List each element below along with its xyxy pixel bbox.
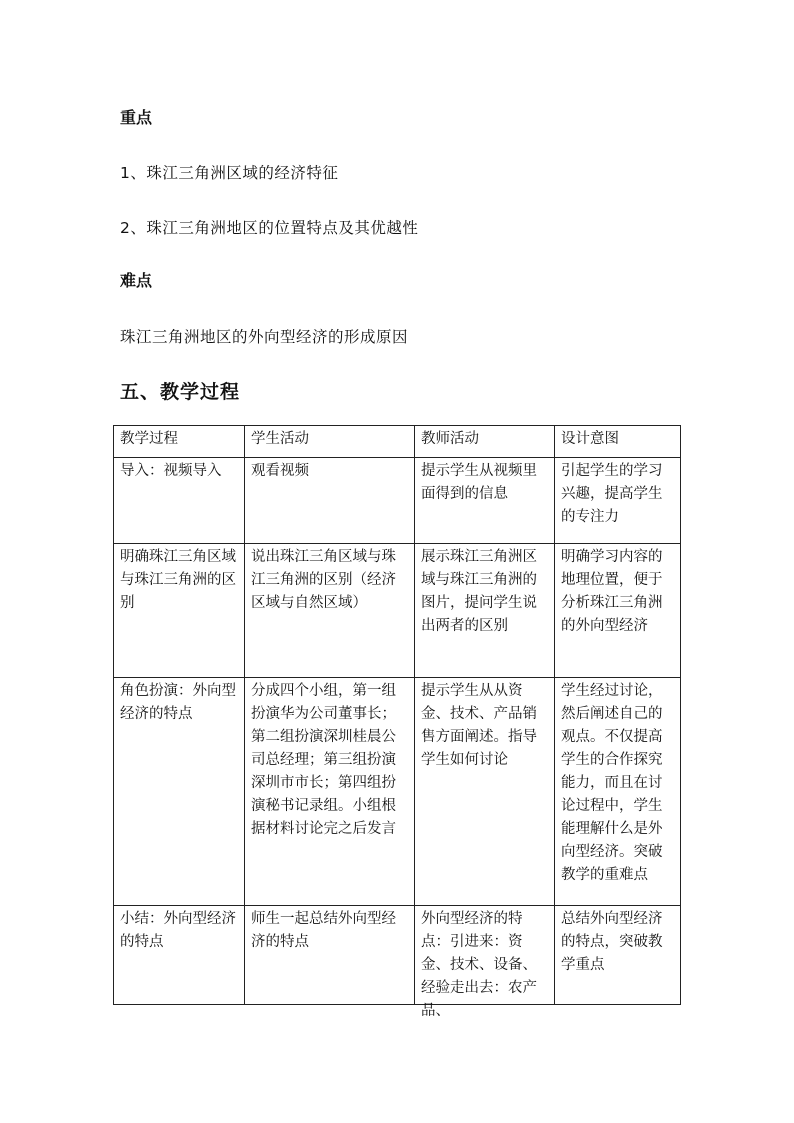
- key-points-heading: 重点: [120, 108, 153, 127]
- table-cell: [555, 906, 681, 1005]
- table-cell: [415, 906, 555, 1019]
- header-teacher-activity: 教师活动: [415, 426, 555, 458]
- difficult-points-heading: 难点: [120, 271, 153, 290]
- table-cell: 提示学生从视频里面得到的信息: [415, 458, 555, 544]
- teaching-process-table: [113, 425, 681, 1019]
- table-cell: 明确学习内容的地理位置，便于分析珠江三角洲的外向型经济: [555, 544, 681, 678]
- table-header-row: [114, 426, 681, 458]
- table-row: [114, 906, 681, 1005]
- table-cell: 分成四个小组，第一组扮演华为公司董事长；第二组扮演深圳桂晨公司总经理；第三组扮演深圳市市长；第四组扮演秘书记录组。小组根据材料讨论完之后发言: [245, 678, 415, 906]
- cell-text: 小结：外向型经济的特点: [120, 911, 236, 950]
- table-cell: 引起学生的学习兴趣，提高学生的专注力: [555, 458, 681, 544]
- cell-text: 外向型经济的特点：引进来：资金、技术、设备、经验走出去：农产品、: [421, 911, 537, 1019]
- header-design-intent: 设计意图: [555, 426, 681, 458]
- table-cell: [114, 906, 245, 1005]
- table-cell: 明确珠江三角区域与珠江三角洲的区别: [114, 544, 245, 678]
- table-cell: 提示学生从从资金、技术、产品销售方面阐述。指导学生如何讨论: [415, 678, 555, 906]
- table-cell: 学生经过讨论，然后阐述自己的观点。不仅提高学生的合作探究能力，而且在讨论过程中，学生能理解什么是外向型经济。突破教学的重难点: [555, 678, 681, 906]
- table-cell: 展示珠江三角洲区域与珠江三角洲的图片，提问学生说出两者的区别: [415, 544, 555, 678]
- difficult-points-text: 珠江三角洲地区的外向型经济的形成原因: [120, 328, 409, 346]
- cell-text: 总结外向型经济的特点，突破教学重点: [561, 911, 663, 973]
- key-point-item-2: 2、珠江三角洲地区的位置特点及其优越性: [120, 219, 419, 237]
- table-cell: 角色扮演：外向型经济的特点: [114, 678, 245, 906]
- table-cell: 观看视频: [245, 458, 415, 544]
- table-cell: [245, 906, 415, 1005]
- key-point-item-1: 1、珠江三角洲区域的经济特征: [120, 164, 339, 182]
- section-title: 五、教学过程: [120, 381, 241, 403]
- table-cell: 导入：视频导入: [114, 458, 245, 544]
- table-row: [114, 544, 681, 678]
- table-cell: 说出珠江三角区域与珠江三角洲的区别（经济区域与自然区域）: [245, 544, 415, 678]
- table-row: [114, 458, 681, 544]
- header-teaching-process: 教学过程: [114, 426, 245, 458]
- header-student-activity: 学生活动: [245, 426, 415, 458]
- cell-text: 师生一起总结外向型经济的特点: [251, 911, 396, 950]
- table-row: [114, 678, 681, 906]
